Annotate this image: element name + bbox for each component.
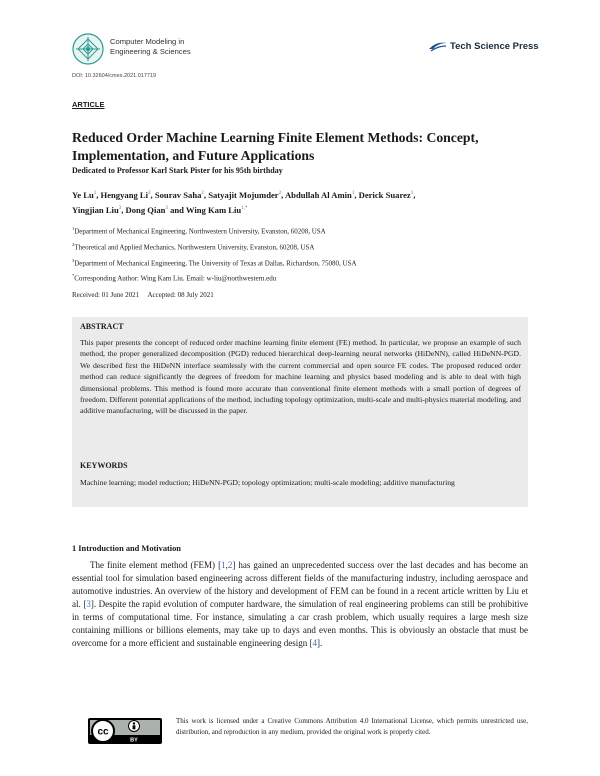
corresponding-text[interactable]: Corresponding Author: Wing Kam Liu. Email: w-liu@northwestern.edu [74,274,277,283]
author-name: Derick Suarez [358,189,411,200]
author-name: Ye Lu [72,189,94,200]
author-separator: and [167,205,186,216]
affiliation-1 [72,226,326,235]
affiliation-mark: 3 [72,258,75,263]
author-name: Sourav Saha [154,189,202,200]
section-heading: 1 Introduction and Motivation [72,544,181,553]
author-separator: , [281,189,285,200]
body-paragraph [72,559,528,650]
affiliation-mark: 1 [72,226,75,231]
author-separator: , [96,189,101,200]
doi[interactable]: DOI: 10.32604/cmes.2021.017719 [72,73,157,79]
affiliation-2 [72,242,314,251]
author-name: Abdullah Al Amin [284,189,352,200]
dedication: Dedicated to Professor Karl Stark Pister for his 95th birthday [72,166,283,175]
journal-name-line1: Computer Modeling in [110,37,185,46]
author-name: Hengyang Li [100,189,149,200]
title-line2: Implementation, and Future Applications [72,148,315,163]
keywords-text: Machine learning; model reduction; HiDeNN-PGD; topology optimization; multi-scale modeling; additive manufacturing [80,478,455,487]
citation-link[interactable]: 2 [227,560,233,570]
affiliation-text: Department of Mechanical Engineering, Northwestern University, Evanston, 60208, USA [74,227,326,236]
received-date: Received: 01 June 2021 [72,291,140,299]
paper-title [72,129,542,165]
corresponding-author [72,273,276,282]
author-affiliation-mark[interactable]: 1 [410,191,414,196]
author-name: Dong Qian [125,205,166,216]
author-affiliation-mark[interactable]: 1,* [241,206,248,212]
license-text: This work is licensed under a Creative Commons Attribution 4.0 International License, which permits unrestricted use, distribution, and reproduction in any medium, provided the original work is properly cited. [176,717,528,736]
author-separator: , [121,205,126,216]
author-affiliation-mark[interactable]: 2 [148,191,151,196]
author-separator: , [203,189,209,200]
abstract-heading: ABSTRACT [80,322,124,331]
corresponding-mark: * [72,273,75,278]
abstract-box [72,317,528,507]
publisher-name: Tech Science Press [450,40,539,52]
publisher-logo [428,40,539,52]
by-badge-label: BY [130,737,138,744]
affiliation-text: Theoretical and Applied Mechanics, Northwestern University, Evanston, 60208, USA [74,243,315,252]
body-text-segment: ]. [317,638,323,648]
article-type: ARTICLE [72,100,105,109]
author-separator: , [354,189,359,200]
abstract-text: This paper presents the concept of reduced order machine learning finite element (FE) method. In particular, we propose an example of such method, the proper generalized decomposition (PGD) reduced hierarchical deep-learning neural networks (HiDeNN), called HiDeNN-PGD. We described first the HiDeNN interface seamlessly with the current commercial and open source FE codes. The proposed reduced order method can reduce significantly the degrees of freedom for machine learning and physics based modeling and is able to deal with high dimensional problems. This method is found more accurate than conventional finite element methods with a small portion of degrees of freedom. Different potential applications of the method, including topology optimization, multi-scale and multi-physics material modeling, and additive manufacturing, will be discussed in the paper. [80,338,521,416]
citation-link[interactable]: 1 [221,560,226,570]
body-text-segment: ]. Despite the rapid evolution of computer hardware, the simulation of real engineering problems can still be prohibitive in terms of computational time. For instance, simulating a car crash problem, which usually requires a large mesh size containing millions or billions elements, may take up to days and even months. This is obviously an obstacle that must be overcome for a more efficient and sustainable engineering design [ [72,599,528,648]
author-name: Yingjian Liu [72,205,119,216]
author-affiliation-mark[interactable]: 2 [201,191,204,196]
author-affiliation-mark[interactable]: 2 [278,191,282,196]
author-name: Wing Kam Liu [185,205,242,216]
title-line1: Reduced Order Machine Learning Finite Element Methods: Concept, [72,130,479,145]
author-affiliation-mark[interactable]: 1 [93,191,97,196]
affiliation-3 [72,258,357,267]
citation-link[interactable]: 3 [86,599,91,609]
swoosh-icon [428,40,448,52]
citation-link[interactable]: 4 [312,638,317,648]
author-affiliation-mark[interactable]: 3 [165,206,168,212]
journal-name-line2: Engineering & Sciences [110,47,191,56]
author-affiliation-mark[interactable]: 3 [118,206,122,212]
body-text-segment: The finite element method (FEM) [ [90,560,222,570]
author-affiliation-mark[interactable]: 1 [351,191,355,196]
journal-emblem-icon [72,33,104,65]
affiliation-text: Department of Mechanical Engineering, The University of Texas at Dallas, Richardson, 75080, USA [74,259,357,268]
affiliation-mark: 2 [72,242,75,247]
accepted-date: Accepted: 08 July 2021 [147,291,214,299]
author-list [72,187,542,218]
author-name: Satyajit Mojumder [208,189,279,200]
body-text-segment: ] has gained an unprecedented success over the last decades and has become an essential tool for simulation based engineering across different fields of the manufacturing industry, including aerospace and automotive industries. An overview of the history and development of FEM can be found in a recent article written by Liu et al. [ [72,560,528,609]
cc-by-license-icon[interactable] [88,718,162,744]
author-separator: , [150,189,155,200]
journal-name [110,37,191,57]
keywords-heading: KEYWORDS [80,461,128,470]
author-separator: , [413,189,416,200]
dates [72,291,221,299]
cc-badge-label: cc [97,726,109,738]
body-text-segment: , [225,560,228,570]
